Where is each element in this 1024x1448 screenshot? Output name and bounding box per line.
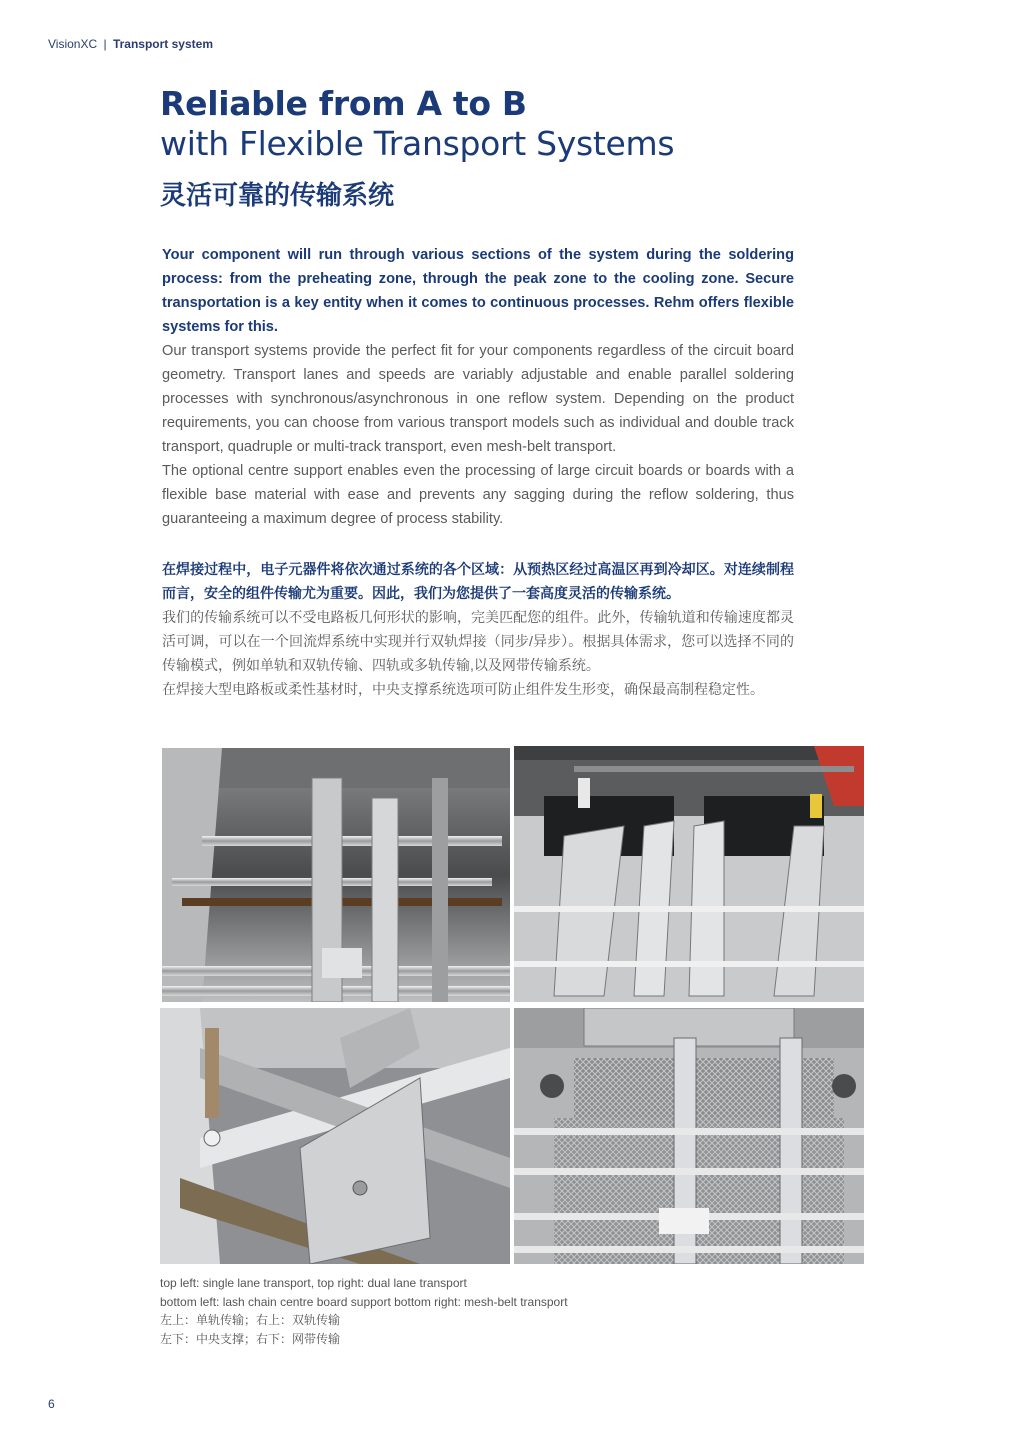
photo-dual-lane-transport [514,746,864,1002]
breadcrumb-separator: | [103,37,107,51]
caption-line-1: top left: single lane transport, top right: dual lane transport [160,1276,467,1290]
breadcrumb-brand: VisionXC [48,37,98,51]
caption-line-3: 左上：单轨传输；右上：双轨传输 [160,1313,341,1327]
page-number: 6 [48,1397,55,1411]
caption-line-2: bottom left: lash chain centre board support bottom right: mesh-belt transport [160,1294,568,1309]
caption-line-4: 左下：中央支撑；右下：网带传输 [160,1331,341,1346]
chinese-text [162,557,794,701]
title-line-1: Reliable from A to B [160,84,527,123]
english-paragraph-2: The optional centre support enables even the processing of large circuit boards or boards with a flexible base material with ease and prevents any sagging during the reflow soldering, thus guaranteeing a maximum degree of process stability. [162,463,794,527]
breadcrumb-section: Transport system [112,37,213,51]
english-text [162,243,794,531]
photo-centre-board-support [160,1008,510,1264]
photo-grid [160,746,864,1264]
english-lead-paragraph: Your component will run through various sections of the system during the soldering process: from the preheating zone, through the peak zone to the cooling zone. Secure transportation is a key entity when it comes to continuous processes. Rehm offers flexible systems for this. [162,247,794,335]
title-chinese: 灵活可靠的传输系统 [160,181,395,211]
photo-mesh-belt-transport [514,1008,864,1264]
english-paragraph-1: Our transport systems provide the perfect fit for your components regardless of the circuit board geometry. Transport lanes and speeds are variably adjustable and enable parallel soldering processes with synchronous/asynchronous in one reflow system. Depending on the product requirements, you can choose from various transport models such as individual and double track transport, quadruple or multi-track transport, even mesh-belt transport. [162,343,794,455]
chinese-paragraph-2: 在焊接大型电路板或柔性基材时，中央支撑系统选项可防止组件发生形变，确保最高制程稳定性。 [162,681,764,697]
page-title [160,84,880,218]
chinese-paragraph-1: 我们的传输系统可以不受电路板几何形状的影响，完美匹配您的组件。此外，传输轨道和传输速度都灵活可调，可以在一个回流焊系统中实现并行双轨焊接（同步/异步）。根据具体需求，您可以选择不同的传输模式，例如单轨和双轨传输、四轨或多轨传输,以及网带传输系统。 [162,609,794,673]
chinese-lead-paragraph: 在焊接过程中，电子元器件将依次通过系统的各个区域：从预热区经过高温区再到冷却区。对连续制程而言，安全的组件传输尤为重要。因此，我们为您提供了一套高度灵活的传输系统。 [162,561,794,601]
title-line-2: with Flexible Transport Systems [160,124,675,163]
figure-captions [160,1274,880,1348]
photo-single-lane-transport [162,748,510,1002]
breadcrumb [48,37,213,51]
